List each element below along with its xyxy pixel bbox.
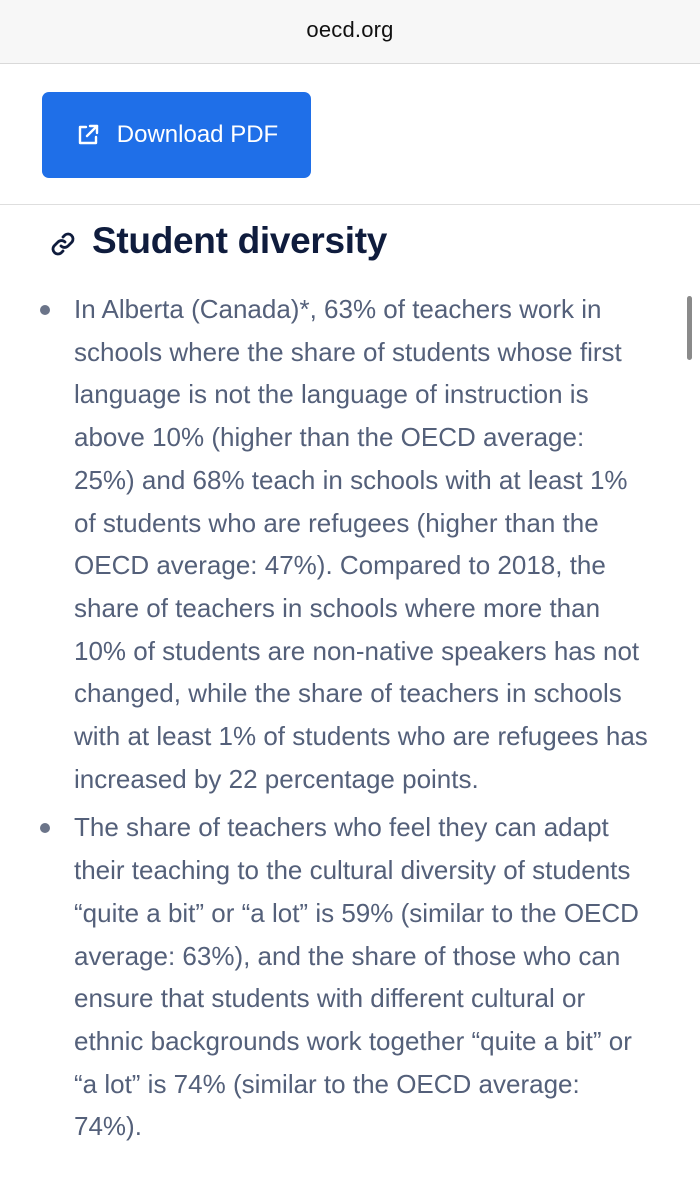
list-item xyxy=(0,288,680,800)
bullet-list xyxy=(0,288,680,1148)
section-heading xyxy=(48,214,387,268)
external-link-icon xyxy=(75,122,101,148)
link-icon[interactable] xyxy=(48,229,78,259)
download-pdf-button[interactable] xyxy=(42,92,311,178)
download-area xyxy=(0,64,700,205)
bullet-dot xyxy=(40,823,50,833)
download-pdf-label: Download PDF xyxy=(116,121,279,148)
scrollbar[interactable] xyxy=(687,296,692,360)
list-item xyxy=(0,806,680,1148)
list-item-text: The share of teachers who feel they can adapt their teaching to the cultural diversity of students “quite a bit” or “a lot” is 59% (similar to the OECD average: 63%), and the share of those who can ensure that students with different cultural or ethnic backgrounds work together “quite a bit” or “a lot” is 74% (similar to the OECD average: 74%). xyxy=(74,812,639,1142)
bullet-dot xyxy=(40,305,50,315)
list-item-text: In Alberta (Canada)*, 63% of teachers work in schools where the share of students whose first language is not the language of instruction is above 10% (higher than the OECD average: 25%) and 68% teach in schools with at least 1% of students who are refugees (higher than the OECD average: 47%). Compared to 2018, the share of teachers in schools where more than 10% of students are non-native speakers has not changed, while the share of teachers in schools with at least 1% of students who are refugees has increased by 22 percentage points. xyxy=(74,294,648,794)
url-text[interactable]: oecd.org xyxy=(306,16,394,42)
page-title: Student diversity xyxy=(92,220,388,261)
address-bar[interactable] xyxy=(0,0,700,64)
main-content xyxy=(0,288,680,1154)
